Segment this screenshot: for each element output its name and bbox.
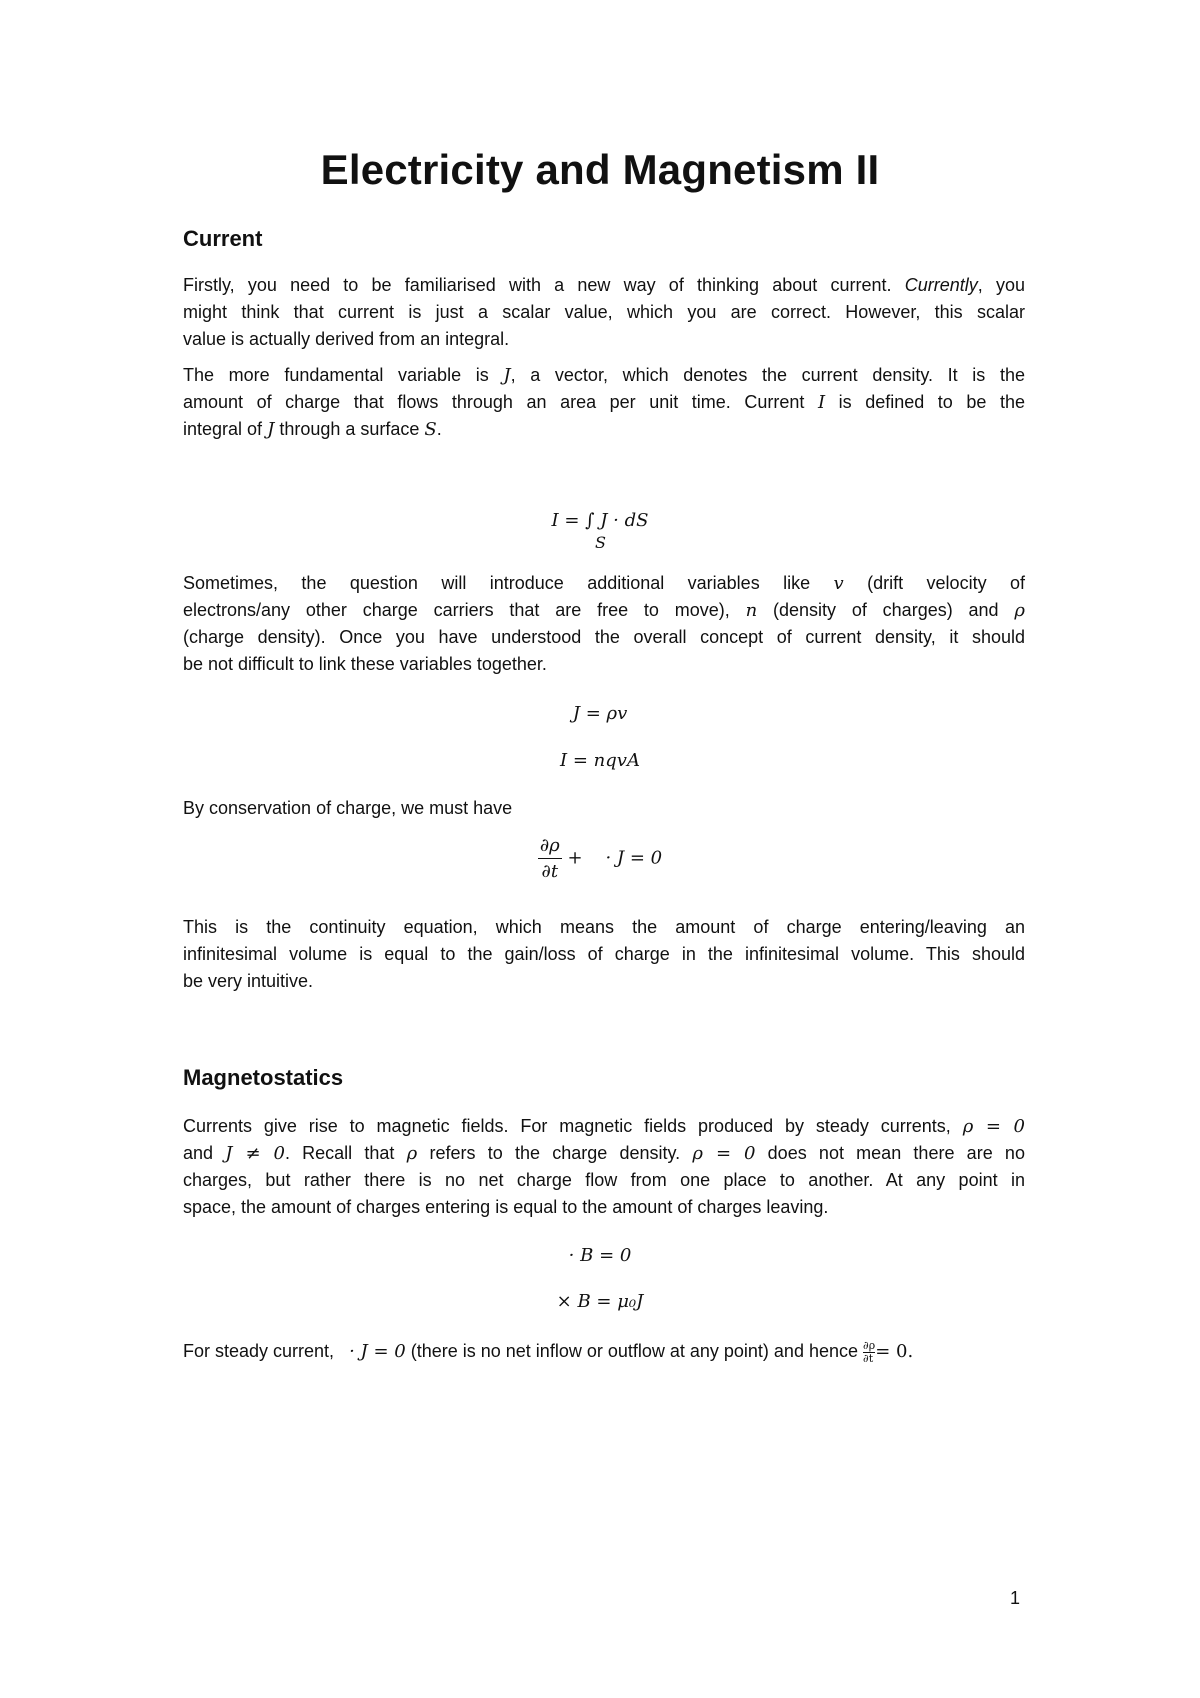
paragraph-conservation [183, 795, 1025, 822]
text-span: (density of charges) and [773, 600, 999, 620]
text-line: value is actually derived from an integral. [183, 329, 510, 349]
text-span: Firstly, you need to be familiarised with a new way of thinking about current. [183, 275, 892, 295]
text-line: be not difficult to link these variables together. [183, 654, 547, 674]
fraction-denominator: ∂t [541, 861, 559, 882]
text-span: amount of charge that flows through an area per unit time. Current [183, 392, 805, 412]
text-line: be very intuitive. [183, 971, 314, 991]
text-line [183, 570, 1025, 597]
section-heading-magnetostatics: Magnetostatics [183, 1065, 344, 1090]
math-symbol: J [503, 365, 511, 386]
paragraph-magnetostatics-intro [183, 1113, 1025, 1221]
text-line: (charge density). Once you have understood the overall concept of current density, it should [183, 627, 1025, 647]
math-symbol: J [267, 419, 275, 440]
text-line [183, 1338, 1025, 1365]
equation-current-integral [0, 510, 1200, 531]
fraction-numerator: ∂ρ [538, 835, 562, 859]
equation-text: I = ∫ J · dS [551, 510, 649, 531]
text-line: space, the amount of charges entering is equal to the amount of charges leaving. [183, 1197, 829, 1217]
text-span: For steady current, [183, 1341, 335, 1361]
text-span: , you [977, 275, 1025, 295]
equation-divergence-b [0, 1245, 1200, 1266]
text-span: through a surface [279, 419, 420, 439]
text-span: (drift velocity of [867, 573, 1025, 593]
text-span: is defined to be the [838, 392, 1025, 412]
text-span: and [183, 1143, 214, 1163]
text-span: electrons/any other charge carriers that are free to move), [183, 600, 730, 620]
page-number: 1 [1010, 1588, 1021, 1608]
text-line [183, 416, 1025, 443]
equation-text: × B = μ₀J [556, 1291, 644, 1312]
math-symbol: ρ [406, 1143, 418, 1164]
equation-text: · B = 0 [568, 1245, 632, 1266]
text-line: infinitesimal volume is equal to the gain/loss of charge in the infinitesimal volume. This should [183, 944, 1025, 964]
fraction [538, 835, 562, 882]
italic-text: Currently [904, 275, 978, 295]
math-expression: · J = 0 [349, 1341, 406, 1362]
paragraph-additional-variables [183, 570, 1025, 678]
text-span: , a vector, which denotes the current density. It is the [510, 365, 1025, 385]
text-line: charges, but rather there is no net charge flow from one place to another. At any point in [183, 1170, 1025, 1190]
fraction-denominator: ∂t [863, 1351, 874, 1365]
equation-text: + · J = 0 [567, 847, 663, 869]
text-span: Currents give rise to magnetic fields. For magnetic fields produced by steady currents, [183, 1116, 951, 1136]
equation-continuity [0, 835, 1200, 882]
page-title: Electricity and Magnetism II [320, 146, 880, 193]
text-span: integral of [183, 419, 263, 439]
equation-current-nqva [0, 750, 1200, 771]
text-span: refers to the charge density. [429, 1143, 681, 1163]
text-line [183, 389, 1025, 416]
paragraph-current-density [183, 362, 1025, 443]
integral-subscript: S [595, 533, 606, 552]
math-expression: ρ = 0 [962, 1116, 1025, 1137]
text-line [183, 597, 1025, 624]
text-line: By conservation of charge, we must have [183, 798, 513, 818]
math-expression: = 0. [875, 1341, 914, 1362]
math-expression: ρ = 0 [692, 1143, 756, 1164]
paragraph-steady-current [183, 1338, 1025, 1365]
equation-text: I = nqvA [560, 750, 640, 771]
text-line: might think that current is just a scalar value, which you are correct. However, this scalar [183, 302, 1025, 322]
fraction-numerator: ∂ρ [863, 1338, 876, 1352]
math-symbol: ρ [1014, 600, 1025, 621]
text-span: (there is no net inflow or outflow at any point) and hence [410, 1341, 859, 1361]
text-line [183, 272, 1025, 299]
text-span: Sometimes, the question will introduce additional variables like [183, 573, 811, 593]
math-symbol: n [745, 600, 758, 621]
text-line [183, 1140, 1025, 1167]
equation-curl-b [0, 1291, 1200, 1312]
section-heading-current: Current [183, 226, 263, 251]
equation-text: J = ρv [572, 703, 628, 724]
text-span: does not mean there are no [767, 1143, 1025, 1163]
text-span: . Recall that [284, 1143, 395, 1163]
equation-current-density [0, 703, 1200, 724]
text-line [183, 1113, 1025, 1140]
math-symbol: I [817, 392, 826, 413]
text-line: This is the continuity equation, which means the amount of charge entering/leaving an [183, 917, 1025, 937]
paragraph-continuity-explanation [183, 914, 1025, 995]
math-expression: J ≠ 0 [225, 1143, 285, 1164]
paragraph-current-intro [183, 272, 1025, 353]
math-symbol: S [424, 419, 437, 440]
text-span: . [436, 419, 442, 439]
inline-fraction [863, 1340, 875, 1365]
math-symbol: v [833, 573, 844, 594]
text-span: The more fundamental variable is [183, 365, 489, 385]
text-line [183, 362, 1025, 389]
